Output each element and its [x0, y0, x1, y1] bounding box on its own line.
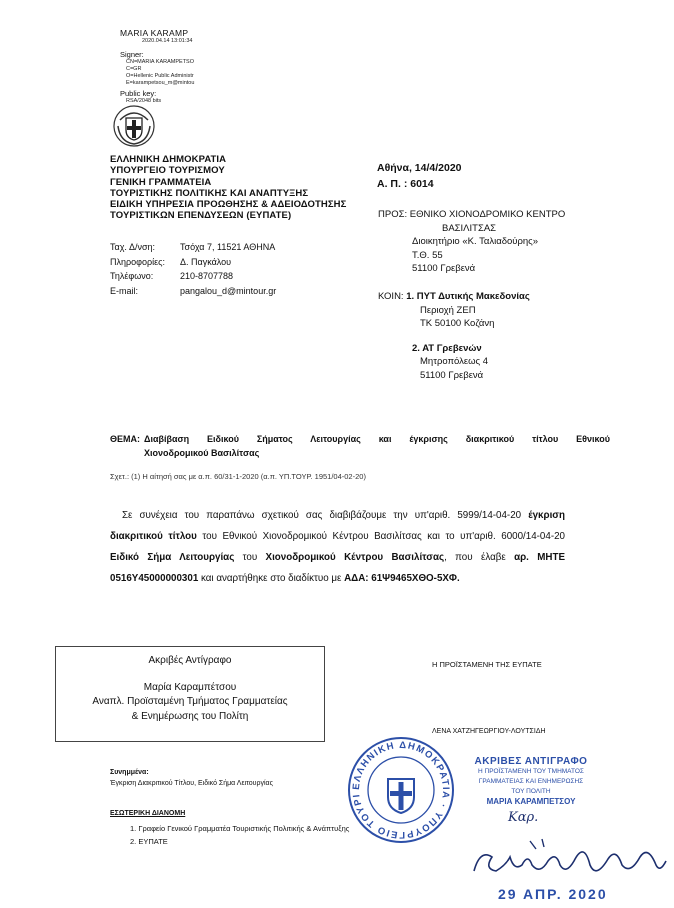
body-text: του Εθνικού Χιονοδρομικού Κέντρου Βασιλίτσας και το υπ'αριθ. 6000/14-04-20 [196, 531, 565, 542]
body-text: , που έλαβε [444, 552, 515, 563]
cc-label: ΚΟΙΝ: [378, 291, 404, 302]
document-date: Αθήνα, 14/4/2020 [377, 162, 462, 174]
cc-address-line: Μητροπόλεως 4 [420, 356, 489, 367]
certified-copy-name: Μαρία Καραμπέτσου [143, 681, 237, 693]
stamp-line: ΓΡΑΜΜΑΤΕΙΑΣ ΚΑΙ ΕΝΗΜΕΡΩΣΗΣ [478, 778, 584, 785]
stamp-line: Η ΠΡΟΪΣΤΑΜΕΝΗ ΤΟΥ ΤΜΗΜΑΤΟΣ [478, 768, 584, 775]
recipient-label: ΠΡΟΣ: [378, 209, 408, 220]
header-line: ΕΙΔΙΚΗ ΥΠΗΡΕΣΙΑ ΠΡΟΩΘΗΣΗΣ & ΑΔΕΙΟΔΟΤΗΣΗΣ [110, 199, 347, 211]
certified-copy-stamp [456, 757, 606, 807]
contact-value: Δ. Παγκάλου [180, 256, 232, 267]
contact-row [110, 284, 360, 299]
distribution-item: 2. ΕΥΠΑΤΕ [130, 837, 168, 846]
header-line: ΤΟΥΡΙΣΤΙΚΩΝ ΕΠΕΝΔΥΣΕΩΝ (ΕΥΠΑΤΕ) [110, 210, 292, 222]
distribution-label: ΕΣΩΤΕΡΙΚΗ ΔΙΑΝΟΜΗ [110, 810, 186, 817]
header-line: ΥΠΟΥΡΓΕΙΟ ΤΟΥΡΙΣΜΟΥ [110, 165, 225, 177]
public-key-label: Public key: [120, 89, 157, 98]
signer-label: Signer: [120, 50, 144, 59]
header-line: ΓΕΝΙΚΗ ΓΡΑΜΜΑΤΕΙΑ [110, 176, 212, 188]
seal-ring-text: ΕΛΛΗΝΙΚΗ ΔΗΜΟΚΡΑΤΙΑ · ΥΠΟΥΡΓΕΙΟ ΤΟΥΡΙ [350, 739, 452, 841]
signer-line: O=Hellenic Public Administr [126, 73, 194, 79]
header-line: ΤΟΥΡΙΣΤΙΚΗΣ ΠΟΛΙΤΙΚΗΣ ΚΑΙ ΑΝΑΠΤΥΞΗΣ [110, 187, 309, 199]
contact-value: pangalou_d@mintour.gr [180, 285, 277, 296]
handwritten-signature [470, 835, 670, 885]
contact-info [110, 240, 360, 298]
signer-line: C=GR [126, 66, 142, 72]
contact-value: 210-8707788 [180, 271, 234, 281]
recipient-heading [378, 208, 648, 222]
signature-date: 2020.04.14 13:01:34 [142, 38, 193, 44]
subject-label: ΘΕΜΑ: [110, 434, 140, 444]
contact-label: Πληροφορίες: [110, 256, 165, 267]
digital-signature-block [120, 28, 230, 105]
body-emphasis: ΑΔΑ: 61Ψ9465ΧΘΟ-5ΧΦ. [344, 573, 460, 584]
contact-value: Τσόχα 7, 11521 ΑΘΗΝΑ [180, 242, 276, 252]
certified-copy-role: & Ενημέρωσης του Πολίτη [131, 710, 249, 722]
signer-line: E=karampetsou_m@mintou [126, 80, 195, 86]
contact-label: Τηλέφωνο: [110, 271, 154, 281]
internal-distribution [110, 808, 440, 848]
recipient-address-line: 51100 Γρεβενά [412, 263, 476, 274]
signer-details [126, 59, 230, 87]
certified-copy-title: Ακριβές Αντίγραφο [148, 655, 232, 666]
body-emphasis: Ειδικό Σήμα Λειτουργίας [110, 552, 235, 563]
certified-copy-role: Αναπλ. Προϊσταμένη Τμήματος Γραμματείας [92, 696, 288, 707]
recipient-block [378, 208, 648, 276]
public-key-value: RSA/2048 bits [126, 98, 162, 104]
coat-of-arms-emblem [112, 104, 156, 148]
protocol-number: Α. Π. : 6014 [377, 178, 434, 190]
subject-block [110, 432, 610, 460]
cc-address-line: ΤΚ 50100 Κοζάνη [420, 318, 495, 329]
date-stamp: 29 ΑΠΡ. 2020 [498, 886, 608, 902]
cc-first-title: 1. ΠΥΤ Δυτικής Μακεδονίας [406, 291, 530, 302]
stamp-name: ΜΑΡΙΑ ΚΑΡΑΜΠΕΤΣΟΥ [486, 797, 576, 806]
subject-text-cont: Χιονοδρομικού Βασιλίτσας [144, 448, 260, 458]
body-paragraph [110, 505, 565, 589]
distribution-item: 1. Γραφείο Γενικού Γραμματέα Τουριστικής Πολιτικής & Ανάπτυξης [130, 824, 350, 833]
body-emphasis: αρ. ΜΗΤΕ 0516Υ45000000301 [110, 552, 565, 584]
body-text: του [234, 552, 266, 563]
certified-copy-box [55, 646, 325, 742]
contact-row [110, 269, 360, 284]
cc-first-heading [378, 290, 648, 304]
cc-address-line: 51100 Γρεβενά [420, 369, 484, 381]
issuer-header [110, 154, 410, 222]
cc-block [378, 290, 648, 382]
subject-row [110, 432, 610, 446]
recipient-address-line: Διοικητήριο «Κ. Ταλιαδούρης» [412, 236, 539, 247]
stamp-line: ΤΟΥ ΠΟΛΙΤΗ [511, 788, 551, 795]
reference-line: Σχετ.: (1) Η αίτησή σας με α.π. 60/31-1-2020 (α.π. ΥΠ.ΤΟΥΡ. 1951/04-02-20) [110, 472, 366, 481]
handwritten-initials: Καρ. [508, 810, 539, 825]
recipient-name: ΕΘΝΙΚΟ ΧΙΟΝΟΔΡΟΜΙΚΟ ΚΕΝΤΡΟ [409, 209, 566, 220]
attachments-block [110, 767, 370, 789]
contact-label: Ταχ. Δ/νση: [110, 242, 156, 252]
body-emphasis: Χιονοδρομικού Κέντρου Βασιλίτσας [265, 552, 445, 563]
body-text: Σε συνέχεια του παραπάνω σχετικού σας διαβιβάζουμε την υπ'αριθ. 5999/14-04-20 [122, 510, 529, 521]
recipient-name-cont: ΒΑΣΙΛΙΤΣΑΣ [442, 222, 497, 234]
signatory-title: Η ΠΡΟΪΣΤΑΜΕΝΗ ΤΗΣ ΕΥΠΑΤΕ [432, 660, 542, 669]
subject-text: Διαβίβαση Ειδικού Σήματος Λειτουργίας και έγκρισης διακριτικού τίτλου Εθνικού [144, 434, 610, 444]
contact-label: E-mail: [110, 285, 139, 296]
body-text: και αναρτήθηκε στο διαδίκτυο με [198, 573, 345, 584]
stamp-title: ΑΚΡΙΒΕΣ ΑΝΤΙΓΡΑΦΟ [474, 756, 588, 767]
signatory-name: ΛΕΝΑ ΧΑΤΖΗΓΕΩΡΓΙΟΥ-ΛΟΥΤΣΙΔΗ [432, 728, 546, 735]
cc-second-title: 2. ΑΤ Γρεβενών [412, 342, 482, 354]
document-meta [377, 160, 462, 192]
attachments-label: Συνημμένα: [110, 769, 149, 776]
header-line: ΕΛΛΗΝΙΚΗ ΔΗΜΟΚΡΑΤΙΑ [110, 154, 227, 165]
contact-row [110, 255, 360, 270]
contact-row [110, 240, 360, 255]
signer-name: MARIA KARAMP [120, 28, 189, 38]
recipient-address-line: Τ.Θ. 55 [412, 249, 443, 261]
body-emphasis: έγκριση διακριτικού τίτλου [110, 510, 565, 542]
attachments-text: Έγκριση Διακριτικού Τίτλου, Ειδικό Σήμα Λειτουργίας [110, 780, 273, 787]
cc-address-line: Περιοχή ΖΕΠ [420, 304, 476, 316]
signer-line: CN=MARIA KARAMPETSO [126, 59, 195, 65]
